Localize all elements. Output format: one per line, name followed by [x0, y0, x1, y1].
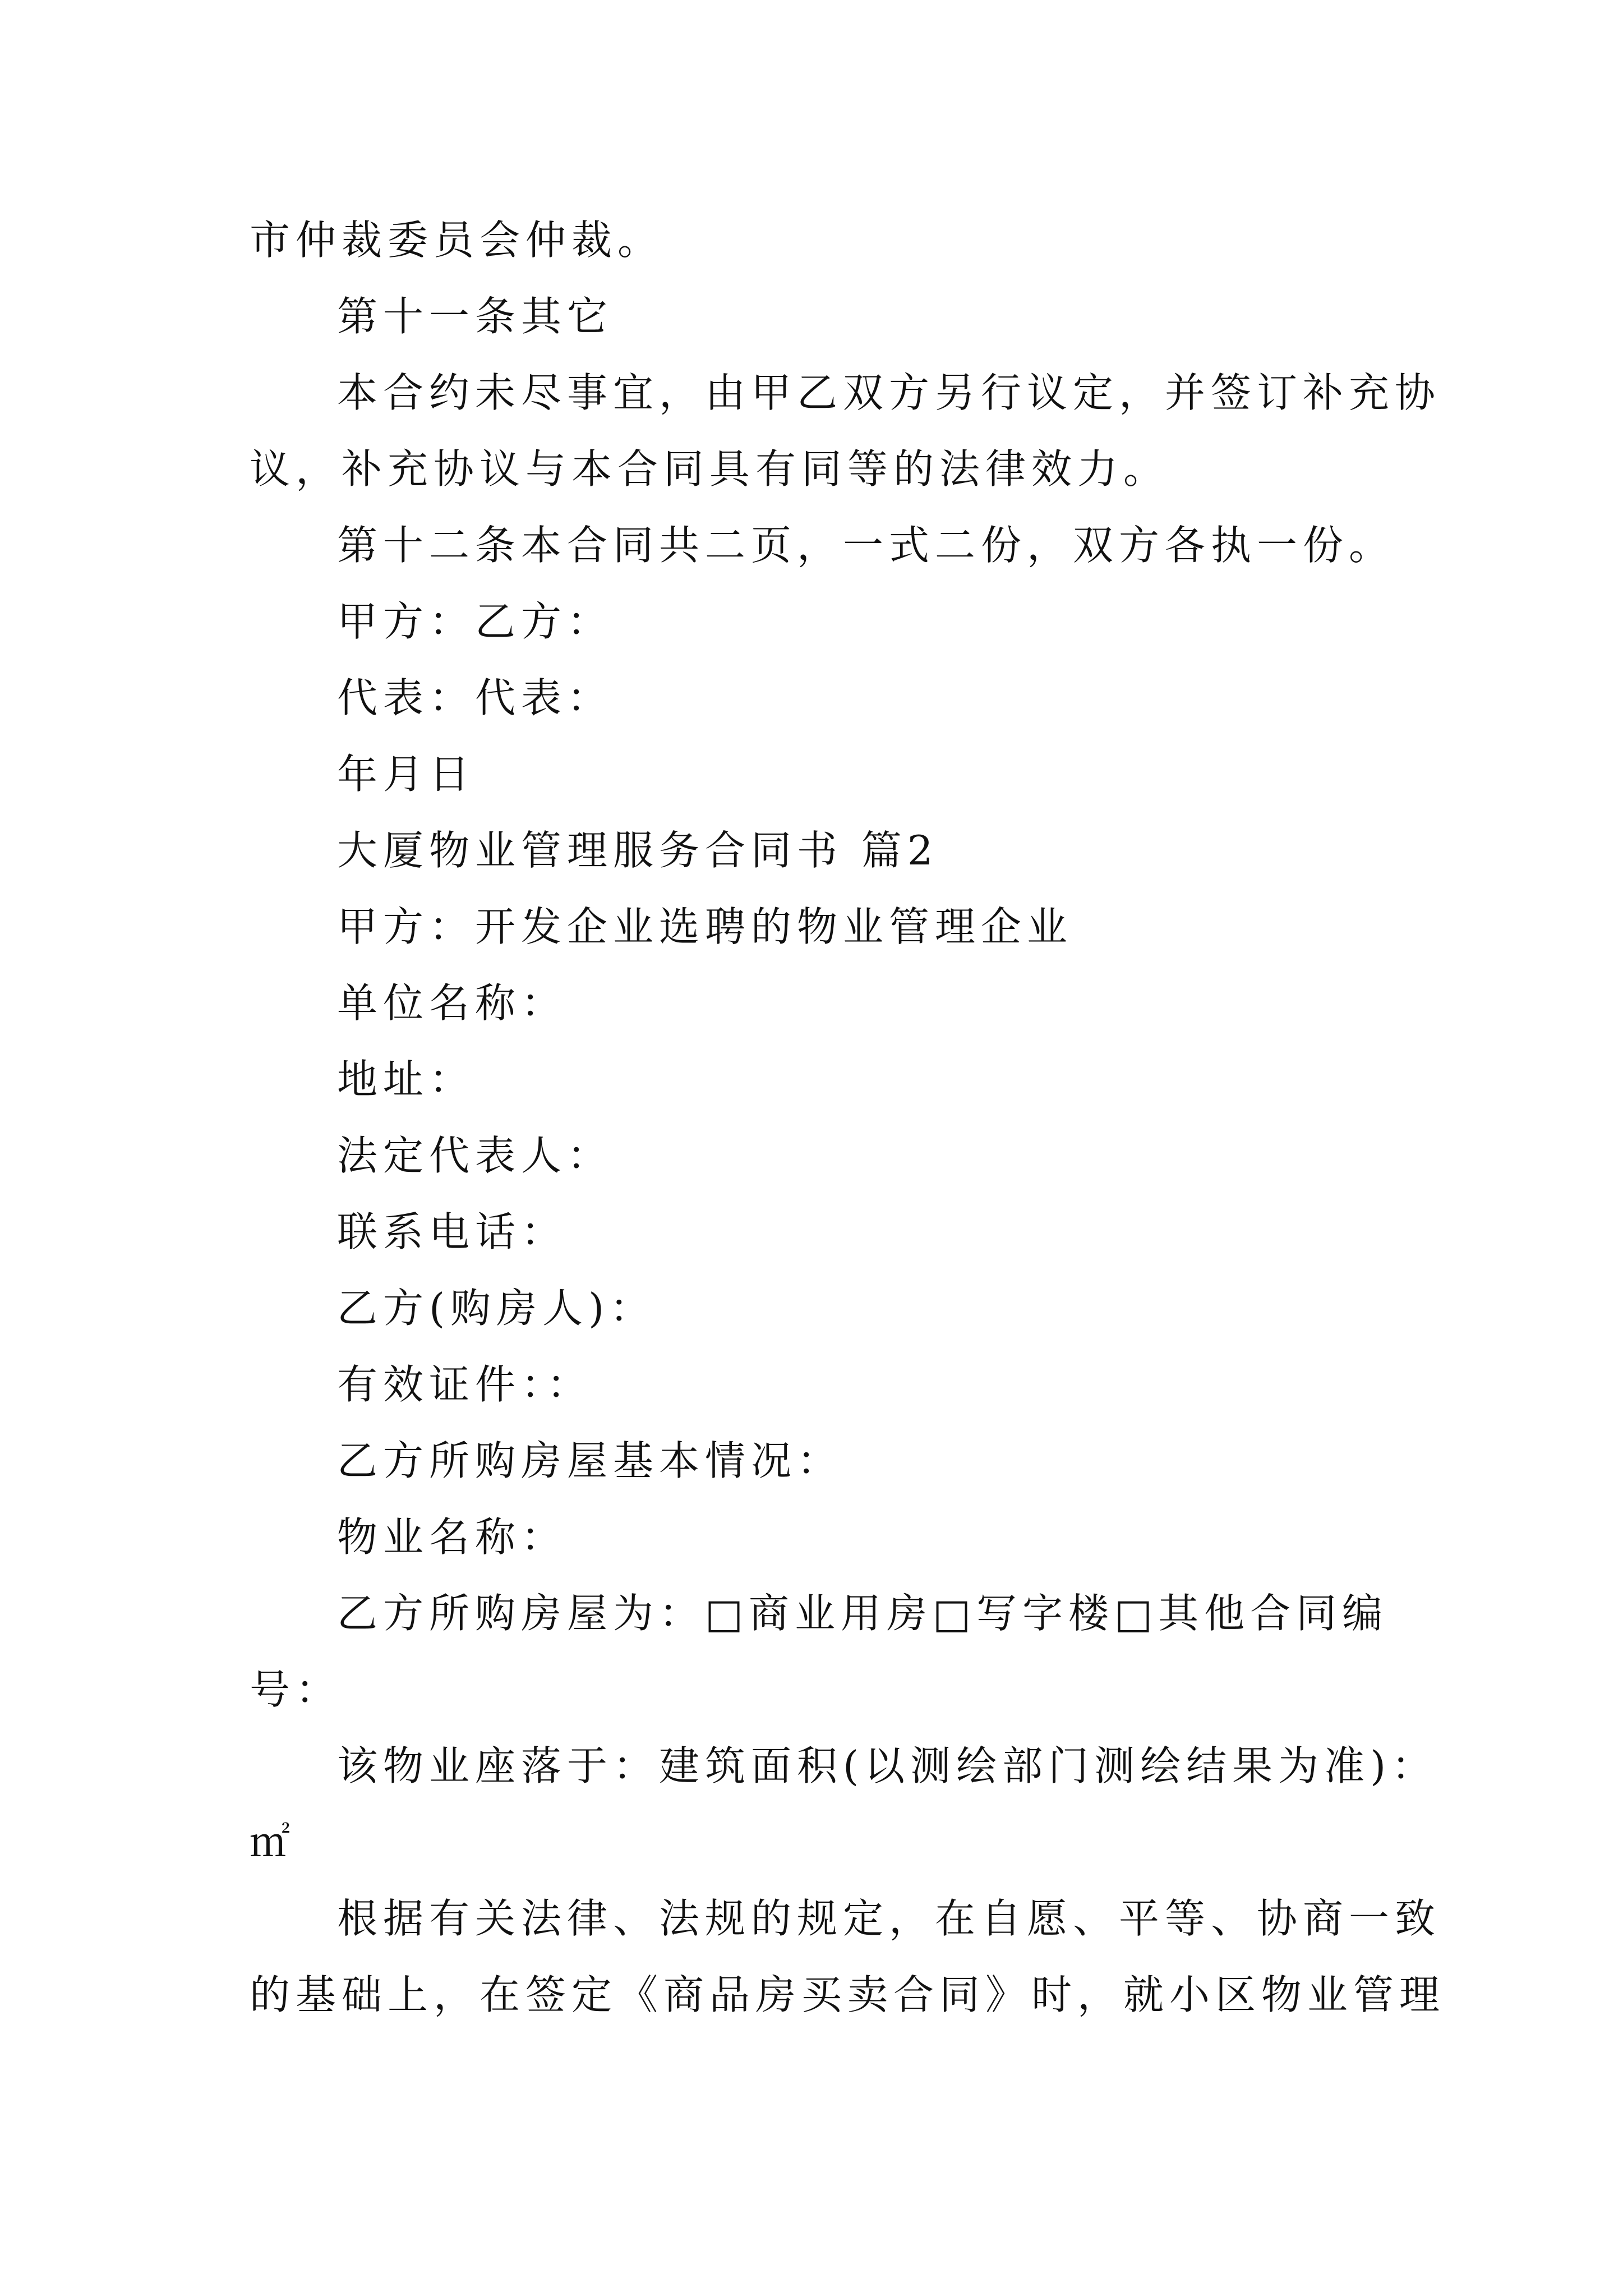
section-title: 大厦物业管理服务合同书 篇2 [337, 827, 939, 874]
paragraph-line: 根据有关法律、法规的规定，在自愿、平等、协商一致 [337, 1895, 1441, 1942]
paragraph-line: 本合约未尽事宜，由甲乙双方另行议定，并签订补充协 [337, 369, 1441, 416]
paragraph-line: 市仲裁委员会仲裁。 [250, 217, 664, 264]
representative-signature-line: 代表：代表： [337, 674, 614, 721]
property-location-line: 该物业座落于：建筑面积(以测绘部门测绘结果为准)： [337, 1742, 1438, 1789]
date-line: 年月日 [337, 751, 476, 798]
party-signature-line: 甲方：乙方： [337, 598, 614, 645]
clause-heading-11: 第十一条其它 [337, 293, 614, 340]
paragraph-line: 的基础上，在签定《商品房买卖合同》时，就小区物业管理 [250, 1971, 1446, 2018]
phone-field: 联系电话： [337, 1208, 568, 1255]
clause-12-line: 第十二条本合同共二页，一式二份，双方各执一份。 [337, 522, 1395, 569]
legal-representative-field: 法定代表人： [337, 1132, 614, 1179]
party-a-line: 甲方：开发企业选聘的物业管理企业 [337, 903, 1073, 950]
property-name-field: 物业名称： [337, 1513, 568, 1561]
area-unit-line: ㎡ [250, 1819, 296, 1866]
property-type-line: 乙方所购房屋为：□商业用房□写字楼□其他合同编 [337, 1590, 1389, 1637]
paragraph-line: 号： [250, 1666, 342, 1713]
property-info-heading: 乙方所购房屋基本情况： [337, 1437, 843, 1484]
party-b-line: 乙方(购房人)： [337, 1285, 656, 1332]
id-document-field: 有效证件：： [337, 1361, 593, 1408]
company-name-field: 单位名称： [337, 979, 568, 1027]
address-field: 地址： [337, 1056, 476, 1103]
paragraph-line: 议，补充协议与本合同具有同等的法律效力。 [250, 445, 1170, 493]
document-body [250, 202, 1446, 2033]
